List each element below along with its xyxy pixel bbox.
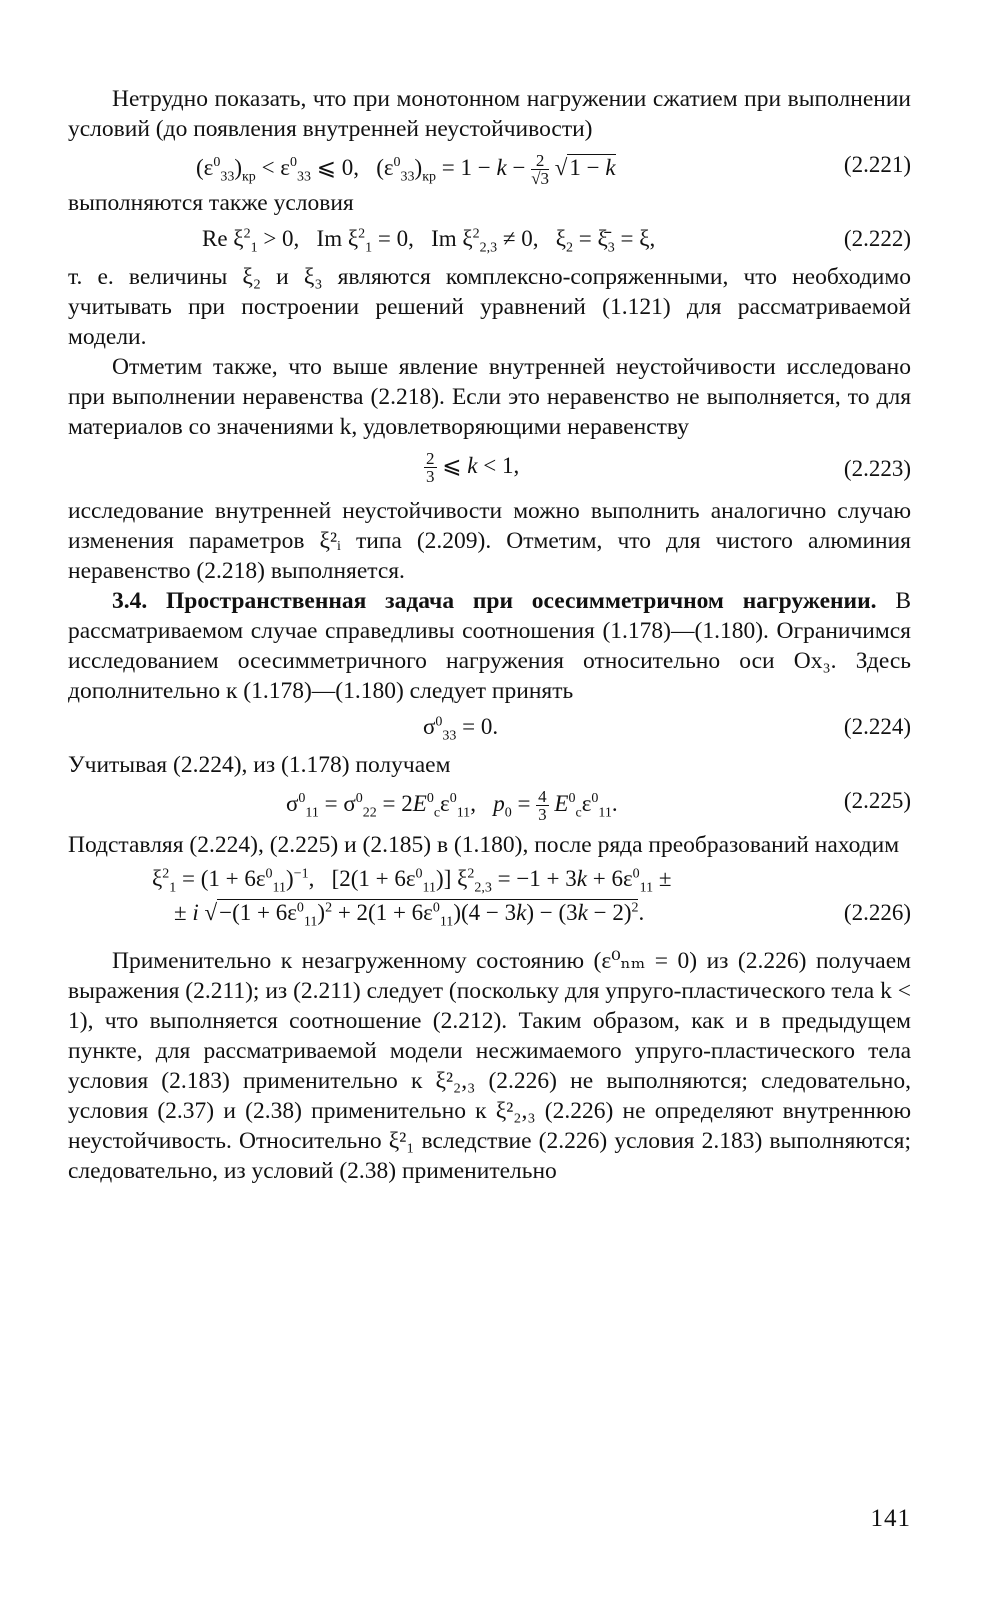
equation-2-224-label: (2.224) (843, 714, 911, 739)
equation-2-221 (68, 144, 911, 188)
paragraph-9: Применительно к незагруженному состоянию (ε⁰ₙₘ = 0) из (2.226) получаем выражения (2.211); из (2.211) следует (поскольку для упруго-пластического тела k < 1), что выполняется соотношение (2.212). Таким образом, как и в предыдущем пункте, для рассматриваемой модели несжимаемого упруго-пластического тела условия (2.183) применительно к ξ²₂,₃ (2.226) не выполняются; следовательно, условия (2.37) и (2.38) применительно к ξ²₂,₃ (2.226) не определяют внутреннюю неустойчивость. Относительно ξ²₁ вследствие (2.226) условия 2.183) выполняются; следовательно, из условий (2.38) применительно (68, 948, 911, 1184)
equation-2-226-label: (2.226) (843, 900, 911, 925)
equation-2-226-line-2 (68, 896, 911, 936)
equation-2-221-label: (2.221) (843, 152, 911, 177)
equation-2-222 (68, 218, 911, 262)
equation-2-226-line-1 (68, 860, 911, 896)
equation-2-224 (68, 706, 911, 750)
equation-2-223-label: (2.223) (843, 456, 911, 481)
equation-2-223 (68, 442, 911, 494)
equation-2-225 (68, 780, 911, 830)
equation-2-224-formula: $\sigma^0_{33} = 0$. (423, 714, 499, 744)
equation-2-223-formula: $\frac{2}{3}$ ⩽ k < 1, (426, 449, 520, 486)
section-title: 3.4. Пространственная задача при осесимметричном нагружении. (112, 588, 877, 614)
paragraph-6-text: В рассматриваемом случае справедливы соотношения (1.178)—(1.180). Ограничимся исследованием осесимметричного нагружения относительно оси Ox₃. Здесь дополнительно к (1.178)—(1.180) следует принять (68, 588, 911, 704)
equation-2-225-formula: $\sigma^0_{11} = \sigma^0_{22} = 2E^0_c\varepsilon^0_{11}$, $p_0$ = $\frac{4}{3}$ $E^0_c\varepsilon^0_{11}$. (286, 787, 618, 824)
equation-2-226-formula-line-1: $\xi^2_1 = (1 + 6\varepsilon^0_{11})^{-1}$, $[2(1 + 6\varepsilon^0_{11})]$ $\xi^2_{2,3} = -1 + 3k + 6\varepsilon^0_{11}$ ± (152, 866, 672, 896)
equation-2-221-formula: $(\varepsilon^0_{33})_{кр} < \varepsilon^0_{33}$ ⩽ 0, $(\varepsilon^0_{33})_{кр} = 1 - k$ − $\frac{2}{√3}$ √1 − k (196, 151, 616, 188)
paragraph-8: Подставляя (2.224), (2.225) и (2.185) в (1.180), после ряда преобразований находим (68, 832, 900, 858)
paragraph-6 (68, 586, 911, 706)
paragraph-3: т. е. величины ξ₂ и ξ₃ являются комплексно-сопряженными, что необходимо учитывать при построении решений уравнений (1.121) для рассматриваемой модели. (68, 264, 911, 350)
page-body (68, 84, 911, 1186)
equation-2-222-formula: Re $\xi^2_1 > 0$, Im $\xi^2_1 = 0$, Im $\xi^2_{2,3} \ne 0$, $\xi_2$ = $\xī_3 = \xi$, (202, 226, 656, 256)
paragraph-2: выполняются также условия (68, 190, 354, 216)
page-number: 141 (870, 1505, 911, 1532)
paragraph-1: Нетрудно показать, что при монотонном нагружении сжатием при выполнении условий (до появления внутренней неустойчивости) (68, 86, 911, 142)
equation-2-225-label: (2.225) (843, 788, 911, 813)
paragraph-4: Отметим также, что выше явление внутренней неустойчивости исследовано при выполнении неравенства (2.218). Если это неравенство не выполняется, то для материалов со значениями k, удовлетворяющими неравенству (68, 354, 911, 440)
paragraph-5: исследование внутренней неустойчивости можно выполнить аналогично случаю изменения параметров ξ²ᵢ типа (2.209). Отметим, что для чистого алюминия неравенство (2.218) выполняется. (68, 498, 911, 584)
paragraph-7: Учитывая (2.224), из (1.178) получаем (68, 752, 451, 778)
equation-2-226-formula-line-2: ± i $√-(1 + 6\varepsilon^0_{11})^2 + 2(1 + 6\varepsilon^0_{11})(4 - 3k) - (3k - 2)^2$. (174, 900, 645, 930)
equation-2-222-label: (2.222) (843, 226, 911, 251)
